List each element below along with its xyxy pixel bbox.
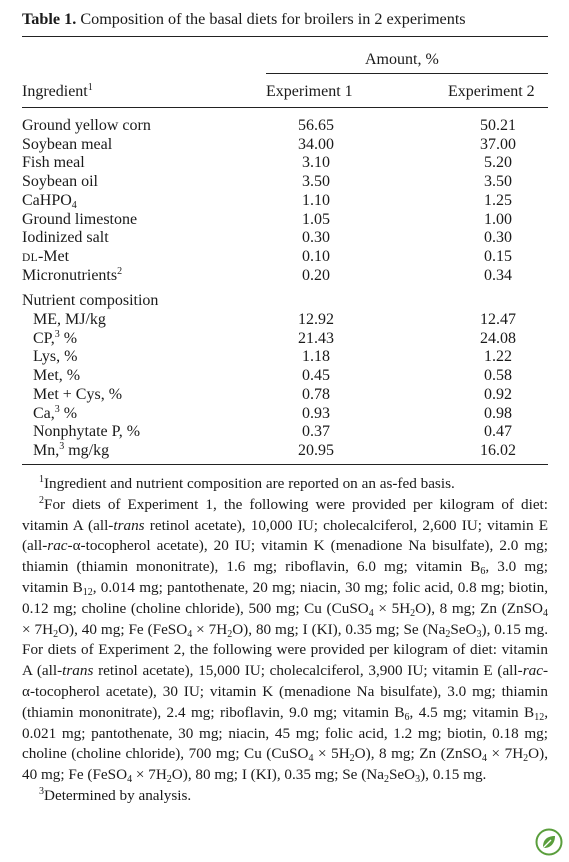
footnote-1-mark: 1 bbox=[39, 474, 44, 485]
ingredient-exp1-value: 34.00 bbox=[298, 135, 334, 153]
nutrient-row bbox=[0, 404, 569, 423]
nutrient-exp2-value: 0.98 bbox=[484, 404, 512, 422]
ingredient-exp1-value: 3.10 bbox=[302, 154, 330, 172]
ingredient-exp1-value: 1.10 bbox=[302, 191, 330, 209]
nutrient-exp2-value: 1.22 bbox=[484, 348, 512, 366]
table-label: Table 1. bbox=[22, 10, 77, 28]
ingredient-name: Soybean oil bbox=[22, 173, 98, 191]
ingredient-exp2-value: 0.30 bbox=[484, 229, 512, 247]
nutrient-exp2-value: 16.02 bbox=[480, 441, 516, 459]
ingredient-row bbox=[0, 191, 569, 210]
experiment1-header: Experiment 1 bbox=[266, 83, 353, 100]
ingredient-name: Ground yellow corn bbox=[22, 117, 151, 134]
nutrient-exp1-value: 0.78 bbox=[302, 385, 330, 403]
nutrient-exp2-value: 0.58 bbox=[484, 367, 512, 385]
nutrient-row bbox=[0, 310, 569, 329]
ingredient-exp2-value: 1.00 bbox=[484, 210, 512, 228]
nutrient-exp1-value: 0.45 bbox=[302, 367, 330, 385]
nutrient-exp2-value: 12.47 bbox=[480, 311, 516, 328]
nutrient-exp1-value: 0.37 bbox=[302, 423, 330, 441]
nutrient-row bbox=[0, 385, 569, 404]
ingredient-row bbox=[0, 153, 569, 172]
ingredient-header bbox=[22, 83, 93, 101]
ingredient-name: Ground limestone bbox=[22, 210, 138, 228]
nutrient-name: Lys, % bbox=[33, 348, 78, 366]
nutrient-name-note: 3 bbox=[54, 328, 60, 340]
ingredient-exp1-value: 0.20 bbox=[302, 266, 330, 284]
nutrient-name: Mn,$^3$ mg/kg bbox=[33, 440, 110, 459]
ingredient-header-text: Ingredient bbox=[22, 83, 88, 100]
ingredient-row bbox=[0, 266, 569, 285]
nutrient-name: Nonphytate P, % bbox=[33, 423, 141, 441]
nutrient-row bbox=[0, 366, 569, 385]
footnote-3-mark: 3 bbox=[39, 785, 44, 797]
footnote-2-text: For diets of Experiment 1, the following were provided per kilogram of diet: vitamin A (all-trans retinol acetate), 10,000 IU; cholecalciferol, 2,600 IU; vitamin E (all-rac-α-tocopherol acetate), 20 IU; vitamin K (menadione Na bisulfate), 2.0 mg; thiamin (thiamin mononitrate), 1.6 mg; riboflavin, 6.0 mg; vitamin $B_6$, 3.0 mg; vitamin $B_{12}$, 0.014 mg; pantothenate, 20 mg; niacin, 30 mg; folic acid, 0.8 mg; biotin, 0.12 mg; choline (choline chloride), 500 mg; Cu (CuSO$_4$ × $5H_2O$), 8 mg; Zn (ZnSO$_4$ × $7H_2O$), 40 mg; Fe (FeSO$_4$ × $7H_2O$), 80 mg; I (KI), 0.35 mg; Se $(Na_2SeO_3)$, 0.15 mg. For diets of Experiment 2, the following were provided per kilogram of diet: vitamin A (all-trans retinol acetate), 15,000 IU; cholecalciferol, 3,900 IU; vitamin E (all-rac-α-tocopherol acetate), 30 IU; vitamin K (menadione Na bisulfate), 3.0 mg; thiamin (thiamin mononitrate), 2.4 mg; riboflavin, 9.0 mg; vitamin $B_6$, 4.5 mg; vitamin $B_{12}$, 0.021 mg; pantothenate, 30 mg; niacin, 45 mg; folic acid, 1.2 mg; biotin, 0.18 mg; choline (choline chloride), 700 mg; Cu (CuSO$_4$ × $5H_2O$), 8 mg; Zn (ZnSO$_4$ × $7H_2O$), 40 mg; Fe (FeSO$_4$ × $7H_2O$), 80 mg; I (KI), 0.35 mg; Se $(Na_2SeO_3)$, 0.15 mg. bbox=[22, 495, 548, 786]
nutrient-exp2-value: 0.92 bbox=[484, 385, 512, 403]
nutrient-row bbox=[0, 347, 569, 366]
nutrient-exp2-value: 0.47 bbox=[484, 423, 512, 441]
footnote-3 bbox=[22, 786, 548, 807]
ingredient-exp1-value: 0.30 bbox=[302, 229, 330, 247]
nutrient-name-note: 3 bbox=[54, 403, 60, 415]
nutrient-row bbox=[0, 329, 569, 348]
ingredient-name-subscript: 4 bbox=[71, 199, 77, 211]
ingredient-exp2-value: 0.34 bbox=[484, 266, 512, 284]
header-rule bbox=[22, 107, 548, 108]
ingredient-exp1-value: 0.10 bbox=[302, 247, 330, 265]
table-title bbox=[22, 9, 552, 29]
ingredient-exp1-value: 1.05 bbox=[302, 210, 330, 228]
footnotes bbox=[22, 474, 548, 807]
nutrient-heading bbox=[0, 291, 569, 310]
ingredient-exp2-value: 5.20 bbox=[484, 154, 512, 172]
ingredient-name: Fish meal bbox=[22, 154, 85, 172]
ingredient-name-note: 2 bbox=[117, 265, 123, 277]
ingredient-name: CaHPO$_4$ bbox=[22, 191, 77, 211]
ingredient-exp2-value: 37.00 bbox=[480, 135, 516, 153]
footnote-3-text: Determined by analysis. bbox=[44, 786, 192, 804]
table-title-text: Composition of the basal diets for broilers in 2 experiments bbox=[80, 10, 466, 28]
ingredient-row bbox=[0, 116, 569, 135]
nutrient-name: ME, MJ/kg bbox=[33, 311, 106, 328]
nutrient-exp2-value: 24.08 bbox=[480, 329, 516, 347]
ingredient-name: Soybean meal bbox=[22, 135, 113, 153]
ingredient-name: Micronutrients$^2$ bbox=[22, 265, 123, 284]
nutrient-name: Met, % bbox=[33, 367, 81, 385]
ingredient-exp1-value: 3.50 bbox=[302, 173, 330, 191]
ingredient-row bbox=[0, 228, 569, 247]
ingredient-row bbox=[0, 247, 569, 266]
footnote-2-mark: 2 bbox=[39, 494, 44, 506]
nutrient-name: Met + Cys, % bbox=[33, 385, 123, 403]
ingredient-exp2-value: 0.15 bbox=[484, 247, 512, 265]
nutrient-name: Ca,$^3$ % bbox=[33, 403, 78, 422]
ingredient-header-note: 1 bbox=[87, 82, 93, 93]
nutrient-exp1-value: 21.43 bbox=[298, 329, 334, 347]
bottom-rule bbox=[22, 464, 548, 465]
nutrient-exp1-value: 0.93 bbox=[302, 404, 330, 422]
nutrient-exp1-value: 12.92 bbox=[298, 311, 334, 328]
ingredient-name-smallcaps: DL bbox=[22, 251, 38, 264]
ingredient-row bbox=[0, 210, 569, 229]
nutrient-name-note: 3 bbox=[59, 440, 65, 452]
footnote-2 bbox=[22, 495, 548, 786]
nutrient-name: CP,$^3$ % bbox=[33, 328, 78, 347]
nutrient-row bbox=[0, 422, 569, 441]
ingredient-name: DL-Met bbox=[22, 247, 70, 265]
ingredient-exp2-value: 3.50 bbox=[484, 173, 512, 191]
nutrient-heading-label: Nutrient composition bbox=[22, 292, 159, 309]
footnote-1 bbox=[22, 474, 548, 495]
nutrient-row bbox=[0, 441, 569, 460]
nutrient-exp1-value: 20.95 bbox=[298, 441, 334, 459]
amount-header: Amount, % bbox=[365, 51, 439, 68]
top-rule bbox=[22, 36, 548, 37]
footnote-1-text: Ingredient and nutrient composition are reported on an as-fed basis. bbox=[44, 475, 455, 492]
leaf-logo-icon bbox=[535, 828, 563, 856]
ingredient-exp2-value: 50.21 bbox=[480, 117, 516, 134]
experiment2-header: Experiment 2 bbox=[448, 83, 535, 100]
ingredient-row bbox=[0, 135, 569, 154]
ingredient-exp1-value: 56.65 bbox=[298, 117, 334, 134]
nutrient-exp1-value: 1.18 bbox=[302, 348, 330, 366]
ingredient-exp2-value: 1.25 bbox=[484, 191, 512, 209]
ingredient-name: Iodinized salt bbox=[22, 229, 109, 247]
amount-rule bbox=[266, 73, 548, 74]
ingredient-row bbox=[0, 172, 569, 191]
